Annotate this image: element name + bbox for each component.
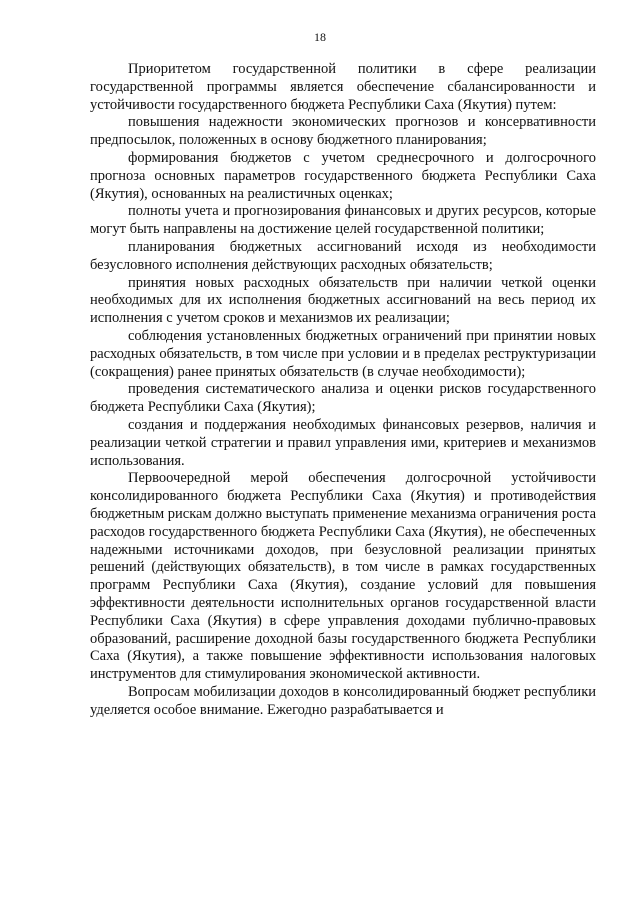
list-item-forecast-reliability: повышения надежности экономических прогнозов и консервативности предпосылок, положенных в основу бюджетного планирования; — [90, 114, 596, 149]
list-item-budget-limits: соблюдения установленных бюджетных ограничений при принятии новых расходных обязательств, в том числе при условии и в пределах реструктуризации (сокращения) ранее принятых обязательств (в случае необходимости); — [90, 327, 596, 380]
document-body — [90, 61, 596, 719]
list-item-new-obligations: принятия новых расходных обязательств при наличии четкой оценки необходимых для их исполнения бюджетных ассигнований на весь период их исполнения с учетом сроков и механизмов их реализации; — [90, 274, 596, 327]
paragraph-primary-measure: Первоочередной мерой обеспечения долгосрочной устойчивости консолидированного бюджета Республики Саха (Якутия) и противодействия бюджетным рискам должно выступать применение механизма ограничения роста расходов государственного бюджета Республики Саха (Якутия), не обеспеченных надежными источниками доходов, при безусловной реализации принятых решений (действующих обязательств), в том числе в рамках государственных программ Республики Саха (Якутия), создание условий для повышения эффективности деятельности исполнительных органов государственной власти Республики Саха (Якутия) в сфере управления доходами публично-правовых образований, расширение доходной базы государственного бюджета Республики Саха (Якутия), а также повышение эффективности использования налоговых инструментов для стимулирования экономической активности. — [90, 470, 596, 683]
list-item-resource-accounting: полноты учета и прогнозирования финансовых и других ресурсов, которые могут быть направлены на достижение целей государственной политики; — [90, 203, 596, 238]
list-item-budget-formation: формирования бюджетов с учетом среднесрочного и долгосрочного прогноза основных параметров государственного бюджета Республики Саха (Якутия), основанных на реалистичных оценках; — [90, 149, 596, 202]
list-item-risk-analysis: проведения систематического анализа и оценки рисков государственного бюджета Республики Саха (Якутия); — [90, 381, 596, 416]
paragraph-revenue-mobilization: Вопросам мобилизации доходов в консолидированный бюджет республики уделяется особое внимание. Ежегодно разрабатывается и — [90, 683, 596, 718]
list-item-allocation-planning: планирования бюджетных ассигнований исходя из необходимости безусловного исполнения действующих расходных обязательств; — [90, 238, 596, 273]
page-number: 18 — [314, 30, 326, 44]
paragraph-priority: Приоритетом государственной политики в сфере реализации государственной программы является обеспечение сбалансированности и устойчивости государственного бюджета Республики Саха (Якутия) путем: — [90, 61, 596, 113]
list-item-financial-reserves: создания и поддержания необходимых финансовых резервов, наличия и реализации четкой стратегии и правил управления ими, критериев и механизмов использования. — [90, 416, 596, 469]
